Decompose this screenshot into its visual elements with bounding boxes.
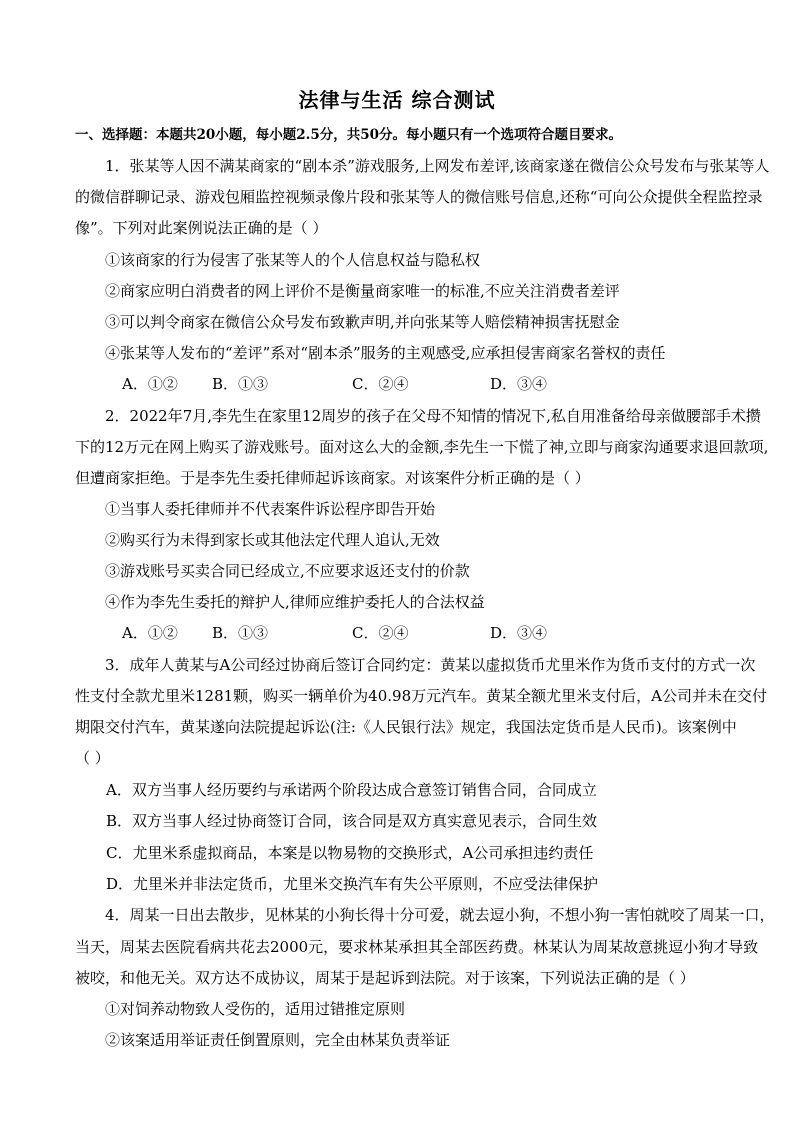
- question-1-item: ④张某等人发布的“差评”系对“剧本杀”服务的主观感受,应承担侵害商家名誉权的责任: [105, 344, 666, 362]
- question-1-stem-line: 的微信群聊记录、游戏包厢监控视频录像片段和张某等人的微信账号信息,还称“可向公众提供全程监控录: [75, 188, 763, 206]
- question-4-stem-line: 当天，周某去医院看病共花去2000元，要求林某承担其全部医药费。林某认为周某故意挑逗小狗才导致: [75, 938, 759, 956]
- choice-b[interactable]: B．①③: [212, 624, 269, 642]
- question-3-stem-line: 期限交付汽车，黄某遂向法院提起诉讼(注:《人民银行法》规定，我国法定货币是人民币)。该案例中: [75, 718, 737, 736]
- choice-c[interactable]: C．②④: [352, 375, 409, 393]
- choice-d[interactable]: D．③④: [490, 375, 548, 393]
- choice-d[interactable]: D．尤里米并非法定货币，尤里米交换汽车有失公平原则，不应受法律保护: [106, 875, 599, 893]
- question-3-stem-line: （ ）: [75, 749, 110, 767]
- question-3-stem-line: 3．成年人黄某与A公司经过协商后签订合同约定：黄某以虚拟货币尤里米作为货币支付的方式一次: [105, 656, 756, 674]
- question-2-item: ④作为李先生委托的辩护人,律师应维护委托人的合法权益: [105, 593, 485, 611]
- question-2-stem-line: 2．2022年7月,李先生在家里12周岁的孩子在父母不知情的情况下,私自用准备给母亲做腰部手术攒: [105, 407, 761, 425]
- question-2-item: ①当事人委托律师并不代表案件诉讼程序即告开始: [105, 500, 436, 518]
- question-1-item: ③可以判令商家在微信公众号发布致歉声明,并向张某等人赔偿精神损害抚慰金: [105, 313, 620, 331]
- question-4-stem-line: 4．周某一日出去散步，见林某的小狗长得十分可爱，就去逗小狗，不想小狗一害怕就咬了周某一口，: [105, 906, 775, 924]
- question-4-stem-line: 被咬，和他无关。双方达不成协议，周某于是起诉到法院。对于该案，下列说法正确的是（ ）: [75, 969, 695, 987]
- question-2-item: ②购买行为未得到家长或其他法定代理人追认,无效: [105, 531, 440, 549]
- question-1-item: ②商家应明白消费者的网上评价不是衡量商家唯一的标准,不应关注消费者差评: [105, 282, 620, 300]
- page-title: 法律与生活 综合测试: [298, 88, 496, 112]
- choice-a[interactable]: A．双方当事人经历要约与承诺两个阶段达成合意签订销售合同，合同成立: [106, 781, 597, 799]
- question-4-item: ①对饲养动物致人受伤的，适用过错推定原则: [105, 1000, 406, 1018]
- question-1-stem-line: 像”。下列对此案例说法正确的是（ ）: [75, 219, 328, 237]
- choice-c[interactable]: C．②④: [352, 624, 409, 642]
- question-4-item: ②该案适用举证责任倒置原则，完全由林某负责举证: [105, 1031, 451, 1049]
- question-1-stem-line: 1．张某等人因不满某商家的“剧本杀”游戏服务,上网发布差评,该商家遂在微信公众号发布与张某等人: [105, 157, 770, 175]
- choice-c[interactable]: C．尤里米系虚拟商品，本案是以物易物的交换形式，A公司承担违约责任: [106, 844, 594, 862]
- question-2-stem-line: 但遭商家拒绝。于是李先生委托律师起诉该商家。对该案件分析正确的是（ ）: [75, 469, 590, 487]
- choice-a[interactable]: A．①②: [122, 624, 178, 642]
- question-1-item: ①该商家的行为侵害了张某等人的个人信息权益与隐私权: [105, 251, 481, 269]
- section-header: 一、选择题：本题共20小题，每小题2.5分，共50分。每小题只有一个选项符合题目要求。: [75, 127, 623, 143]
- choice-a[interactable]: A．①②: [122, 375, 178, 393]
- choice-b[interactable]: B．双方当事人经过协商签订合同，该合同是双方真实意见表示，合同生效: [106, 812, 598, 830]
- question-3-stem-line: 性支付全款尤里米1281颗，购买一辆单价为40.98万元汽车。黄某全额尤里米支付后，A公司并未在交付: [75, 687, 767, 705]
- choice-b[interactable]: B．①③: [212, 375, 269, 393]
- question-2-stem-line: 下的12万元在网上购买了游戏账号。面对这么大的金额,李先生一下慌了神,立即与商家沟通要求退回款项,: [75, 438, 769, 456]
- question-2-item: ③游戏账号买卖合同已经成立,不应要求返还支付的价款: [105, 562, 470, 580]
- choice-d[interactable]: D．③④: [490, 624, 548, 642]
